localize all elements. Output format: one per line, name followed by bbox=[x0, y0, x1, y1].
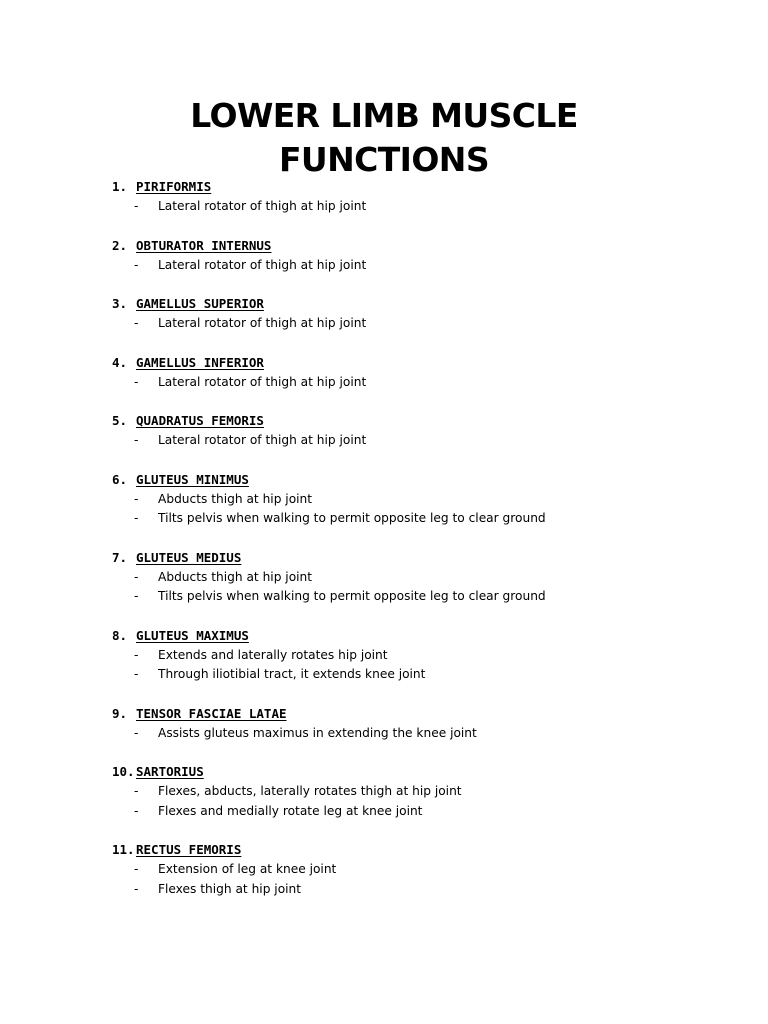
bullet-dash: - bbox=[134, 491, 139, 506]
function-text: Tilts pelvis when walking to permit opposite leg to clear ground bbox=[158, 511, 546, 525]
function-text: Extension of leg at knee joint bbox=[158, 862, 337, 876]
list-item bbox=[112, 470, 732, 548]
list-item bbox=[112, 353, 732, 412]
bullet-dash: - bbox=[134, 257, 139, 272]
function-item bbox=[134, 860, 336, 880]
function-item bbox=[134, 782, 462, 802]
function-text: Lateral rotator of thigh at hip joint bbox=[158, 433, 367, 447]
bullet-dash: - bbox=[134, 316, 139, 330]
bullet-dash: - bbox=[134, 725, 139, 740]
bullet-dash: - bbox=[134, 667, 139, 681]
muscle-name: GLUTEUS MINIMUS bbox=[136, 471, 249, 487]
function-item bbox=[134, 314, 366, 334]
muscle-name: RECTUS FEMORIS bbox=[136, 842, 242, 857]
muscle-name: GLUTEUS MEDIUS bbox=[136, 549, 242, 565]
function-item bbox=[134, 197, 366, 217]
item-number: 4. bbox=[112, 354, 128, 370]
function-text: Tilts pelvis when walking to permit opposite leg to clear ground bbox=[158, 589, 546, 603]
function-list bbox=[134, 782, 462, 821]
function-list bbox=[134, 646, 425, 685]
function-text: Lateral rotator of thigh at hip joint bbox=[158, 374, 367, 389]
function-list bbox=[134, 431, 366, 451]
muscle-name: PIRIFORMIS bbox=[136, 179, 212, 194]
function-list bbox=[134, 197, 366, 217]
item-number: 10. bbox=[112, 764, 135, 779]
function-list bbox=[134, 568, 546, 607]
title-line-1: LOWER LIMB MUSCLE bbox=[190, 96, 578, 135]
function-item bbox=[134, 724, 477, 744]
function-list bbox=[134, 724, 477, 744]
list-item bbox=[112, 704, 732, 763]
function-item bbox=[134, 646, 425, 666]
function-item bbox=[134, 880, 336, 900]
item-number: 9. bbox=[112, 705, 128, 721]
function-text: Through iliotibial tract, it extends knee joint bbox=[158, 667, 426, 681]
function-list bbox=[134, 860, 336, 899]
function-item bbox=[134, 587, 546, 607]
function-item bbox=[134, 665, 425, 685]
list-item bbox=[112, 411, 732, 470]
list-item bbox=[112, 626, 732, 704]
item-number: 7. bbox=[112, 549, 128, 565]
function-list bbox=[134, 490, 546, 529]
function-item bbox=[134, 509, 546, 529]
function-text: Flexes and medially rotate leg at knee joint bbox=[158, 803, 423, 818]
item-number: 8. bbox=[112, 627, 128, 643]
muscle-name: GAMELLUS INFERIOR bbox=[136, 354, 264, 370]
list-item bbox=[112, 294, 732, 353]
bullet-dash: - bbox=[134, 881, 139, 896]
item-number: 3. bbox=[112, 296, 128, 311]
function-list bbox=[134, 373, 366, 393]
function-list bbox=[134, 256, 366, 276]
function-text: Lateral rotator of thigh at hip joint bbox=[158, 257, 367, 272]
title-line-2: FUNCTIONS bbox=[278, 140, 489, 179]
bullet-dash: - bbox=[134, 569, 139, 584]
function-text: Abducts thigh at hip joint bbox=[158, 569, 313, 584]
function-text: Extends and laterally rotates hip joint bbox=[158, 647, 388, 662]
function-text: Assists gluteus maximus in extending the knee joint bbox=[158, 725, 477, 740]
function-item bbox=[134, 256, 366, 276]
bullet-dash: - bbox=[134, 803, 139, 818]
item-number: 2. bbox=[112, 237, 128, 253]
item-number: 1. bbox=[112, 179, 128, 194]
list-item bbox=[112, 762, 732, 840]
muscle-name: GAMELLUS SUPERIOR bbox=[136, 296, 264, 311]
bullet-dash: - bbox=[134, 784, 139, 798]
bullet-dash: - bbox=[134, 862, 139, 876]
list-item bbox=[112, 177, 732, 236]
function-text: Lateral rotator of thigh at hip joint bbox=[158, 199, 367, 213]
muscle-name: TENSOR FASCIAE LATAE bbox=[136, 705, 287, 721]
bullet-dash: - bbox=[134, 511, 139, 525]
function-text: Flexes, abducts, laterally rotates thigh at hip joint bbox=[158, 784, 462, 798]
function-item bbox=[134, 568, 546, 588]
page-title bbox=[0, 94, 768, 182]
item-number: 6. bbox=[112, 471, 128, 487]
muscle-list bbox=[112, 177, 732, 918]
list-item bbox=[112, 236, 732, 295]
item-number: 11. bbox=[112, 842, 135, 857]
function-item bbox=[134, 802, 462, 822]
function-text: Flexes thigh at hip joint bbox=[158, 881, 302, 896]
function-list bbox=[134, 314, 366, 334]
bullet-dash: - bbox=[134, 589, 139, 603]
function-item bbox=[134, 373, 366, 393]
bullet-dash: - bbox=[134, 199, 139, 213]
list-item bbox=[112, 840, 732, 918]
bullet-dash: - bbox=[134, 374, 139, 389]
muscle-name: OBTURATOR INTERNUS bbox=[136, 237, 272, 253]
function-text: Lateral rotator of thigh at hip joint bbox=[158, 316, 367, 330]
muscle-name: GLUTEUS MAXIMUS bbox=[136, 627, 249, 643]
bullet-dash: - bbox=[134, 647, 139, 662]
function-item bbox=[134, 490, 546, 510]
muscle-name: SARTORIUS bbox=[136, 764, 204, 779]
item-number: 5. bbox=[112, 413, 128, 428]
function-item bbox=[134, 431, 366, 451]
function-text: Abducts thigh at hip joint bbox=[158, 491, 313, 506]
list-item bbox=[112, 548, 732, 626]
muscle-name: QUADRATUS FEMORIS bbox=[136, 413, 264, 428]
bullet-dash: - bbox=[134, 433, 139, 447]
